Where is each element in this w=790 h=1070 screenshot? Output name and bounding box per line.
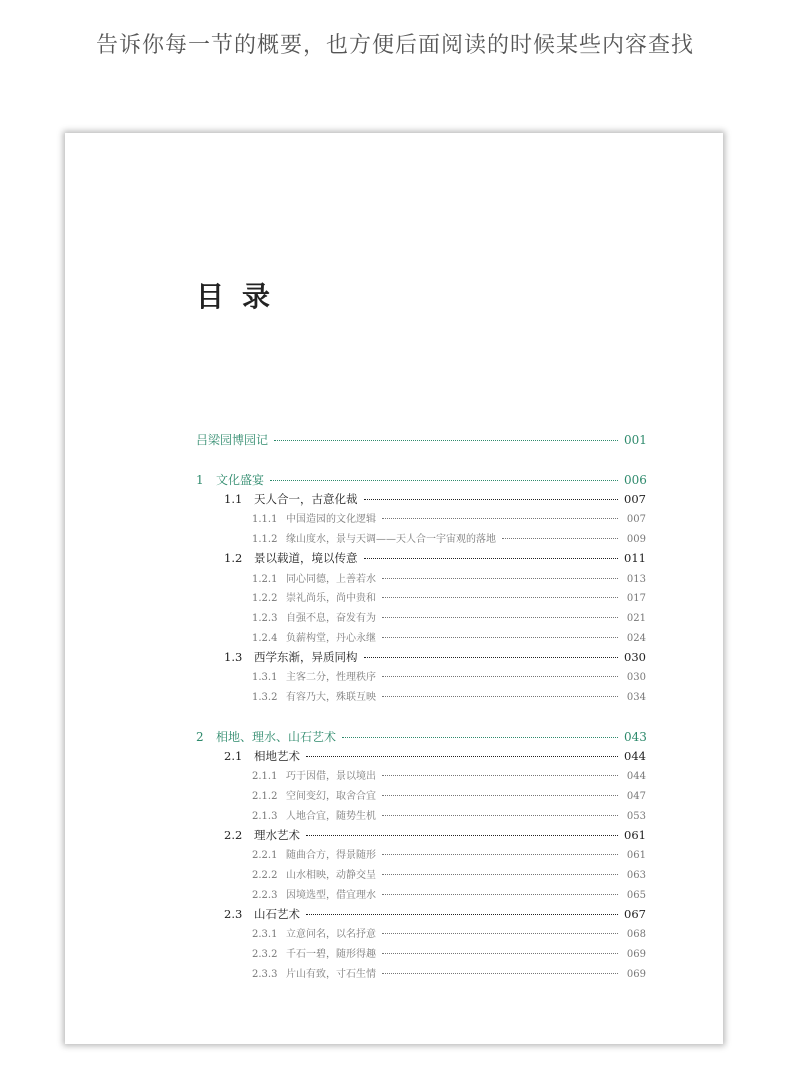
toc-entry-number: 1.1.2 — [252, 534, 278, 545]
toc-entry[interactable] — [196, 925, 646, 945]
toc-entry-page: 007 — [624, 491, 646, 506]
toc-entry-title: 自强不息，奋发有为 — [286, 613, 376, 624]
toc-entry-title: 负薪构堂，丹心永继 — [286, 632, 376, 644]
toc-entry-title: 山水相映，动静交呈 — [286, 870, 376, 881]
toc-entry-number: 2.1.2 — [252, 791, 278, 802]
book-page — [65, 133, 723, 1044]
toc-entry-title: 理水艺术 — [254, 827, 300, 842]
toc-entry-number: 2.3.1 — [252, 929, 278, 941]
toc-entry-number: 2.3.2 — [252, 949, 278, 960]
toc-entry[interactable] — [196, 649, 646, 669]
toc-entry-number: 2.1 — [224, 748, 243, 763]
toc-entry-number: 2.2 — [224, 827, 243, 842]
dot-leader — [382, 854, 618, 855]
toc-entry[interactable] — [196, 748, 646, 768]
dot-leader — [382, 578, 618, 579]
toc-entry-page: 068 — [626, 929, 646, 941]
dot-leader — [382, 518, 618, 519]
toc-entry-number: 2.1.3 — [252, 810, 278, 822]
toc-entry[interactable] — [196, 866, 646, 886]
dot-leader — [364, 499, 619, 500]
toc-entry-page: 001 — [624, 433, 647, 447]
dot-leader — [342, 737, 618, 738]
toc-entry-page: 009 — [626, 534, 646, 545]
toc-entry-page: 061 — [624, 827, 646, 842]
toc-entry-page: 069 — [626, 949, 646, 960]
toc-entry[interactable] — [196, 965, 646, 985]
toc-entry-title: 千石一碧，随形得趣 — [286, 949, 376, 960]
toc-entry-number: 1.2.4 — [252, 632, 278, 644]
dot-leader — [502, 538, 618, 539]
dot-leader — [306, 914, 618, 915]
dot-leader — [382, 617, 618, 618]
toc-entry-page: 063 — [626, 870, 646, 881]
toc-entry-page: 053 — [626, 810, 646, 822]
toc-entry-title: 主客二分，性理秩序 — [286, 672, 376, 684]
toc-entry-page: 047 — [626, 791, 646, 802]
toc-entry-number: 2.2.1 — [252, 850, 278, 862]
page-title: 目录 — [196, 280, 289, 313]
toc-entry-title: 山石艺术 — [254, 906, 300, 921]
toc-entry-number: 1.3.2 — [252, 692, 278, 703]
toc-entry[interactable] — [196, 767, 646, 787]
toc-entry-page: 024 — [626, 632, 646, 644]
toc-entry[interactable] — [196, 827, 646, 847]
toc-entry[interactable] — [196, 629, 646, 649]
table-of-contents — [196, 431, 646, 985]
dot-leader — [274, 440, 618, 441]
toc-entry[interactable] — [196, 906, 646, 926]
toc-entry[interactable] — [196, 530, 646, 550]
toc-entry-title: 吕梁园博园记 — [196, 433, 269, 447]
toc-entry-page: 007 — [626, 514, 646, 526]
toc-entry-title: 随曲合方，得景随形 — [286, 850, 376, 862]
dot-leader — [306, 835, 618, 836]
toc-entry-number: 2.3 — [224, 906, 243, 921]
toc-entry-title: 天人合一，古意化裁 — [254, 491, 358, 506]
dot-leader — [382, 597, 618, 598]
toc-entry[interactable] — [196, 471, 646, 491]
toc-entry-page: 006 — [624, 472, 647, 487]
toc-entry-title: 有容乃大，殊联互映 — [286, 692, 376, 703]
toc-entry-page: 044 — [624, 748, 646, 763]
toc-entry-number: 1.2.2 — [252, 593, 278, 605]
toc-entry[interactable] — [196, 491, 646, 511]
toc-entry-page: 069 — [626, 968, 646, 980]
toc-entry-page: 017 — [626, 593, 646, 605]
dot-leader — [270, 480, 618, 481]
toc-entry-number: 1.3 — [224, 649, 243, 664]
toc-entry[interactable] — [196, 668, 646, 688]
dot-leader — [382, 637, 618, 638]
toc-entry-title: 崇礼尚乐，尚中贵和 — [286, 593, 376, 605]
toc-entry-page: 061 — [626, 850, 646, 862]
toc-entry-number: 2.1.1 — [252, 771, 278, 783]
toc-entry-title: 片山有致，寸石生情 — [286, 968, 376, 980]
toc-entry-number: 2.2.2 — [252, 870, 278, 881]
toc-entry-page: 034 — [626, 692, 646, 703]
dot-leader — [382, 874, 618, 875]
dot-leader — [382, 973, 618, 974]
toc-entry-title: 人地合宜，随势生机 — [286, 810, 376, 822]
toc-entry-page: 011 — [624, 550, 646, 565]
toc-entry-page: 013 — [626, 573, 646, 585]
toc-entry[interactable] — [196, 570, 646, 590]
toc-entry-page: 065 — [626, 889, 646, 901]
toc-entry[interactable] — [196, 787, 646, 807]
toc-entry-number: 1.2 — [224, 550, 243, 565]
toc-entry-title: 文化盛宴 — [216, 472, 265, 487]
toc-entry-page: 043 — [624, 729, 647, 744]
dot-leader — [364, 558, 619, 559]
toc-entry[interactable] — [196, 846, 646, 866]
dot-leader — [382, 815, 618, 816]
dot-leader — [382, 894, 618, 895]
dot-leader — [382, 676, 618, 677]
toc-entry[interactable] — [196, 728, 646, 748]
dot-leader — [382, 795, 618, 796]
dot-leader — [364, 657, 619, 658]
toc-entry-page: 030 — [624, 649, 646, 664]
toc-entry-page: 044 — [626, 771, 646, 783]
toc-entry-title: 立意问名，以名抒意 — [286, 929, 376, 941]
toc-entry[interactable] — [196, 589, 646, 609]
toc-entry-title: 中国造园的文化逻辑 — [286, 514, 376, 526]
toc-entry-number: 1.1 — [224, 491, 243, 506]
toc-entry-page: 021 — [626, 613, 646, 624]
toc-entry-page: 030 — [626, 672, 646, 684]
toc-entry-title: 空间变幻，取舍合宜 — [286, 791, 376, 802]
toc-entry[interactable] — [196, 688, 646, 708]
toc-entry-number: 1.3.1 — [252, 672, 278, 684]
toc-entry-title: 相地、理水、山石艺术 — [216, 729, 337, 744]
toc-entry[interactable] — [196, 609, 646, 629]
toc-entry-number: 2 — [196, 729, 204, 744]
toc-entry-number: 1.1.1 — [252, 514, 278, 526]
dot-leader — [306, 756, 618, 757]
toc-entry-title: 相地艺术 — [254, 748, 300, 763]
dot-leader — [382, 775, 618, 776]
toc-entry-number: 1 — [196, 472, 204, 487]
toc-entry[interactable] — [196, 945, 646, 965]
toc-entry-title: 因境选型，借宜理水 — [286, 889, 376, 901]
toc-entry[interactable] — [196, 431, 646, 451]
toc-entry-number: 2.3.3 — [252, 968, 278, 980]
toc-entry-title: 西学东渐，异质同构 — [254, 649, 358, 664]
toc-entry[interactable] — [196, 510, 646, 530]
toc-entry[interactable] — [196, 886, 646, 906]
dot-leader — [382, 953, 618, 954]
toc-entry-title: 景以载道，境以传意 — [254, 550, 358, 565]
toc-entry-title: 同心同德，上善若水 — [286, 573, 376, 585]
toc-entry-title: 缘山度水，景与天调——天人合一宇宙观的落地 — [286, 534, 496, 545]
toc-entry-page: 067 — [624, 906, 646, 921]
toc-entry-number: 1.2.1 — [252, 573, 278, 585]
dot-leader — [382, 933, 618, 934]
caption: 告诉你每一节的概要，也方便后面阅读的时候某些内容查找 — [95, 33, 694, 58]
toc-entry[interactable] — [196, 807, 646, 827]
toc-entry[interactable] — [196, 550, 646, 570]
dot-leader — [382, 696, 618, 697]
toc-entry-number: 1.2.3 — [252, 613, 278, 624]
toc-entry-number: 2.2.3 — [252, 889, 278, 901]
toc-entry-title: 巧于因借，景以境出 — [286, 771, 376, 783]
